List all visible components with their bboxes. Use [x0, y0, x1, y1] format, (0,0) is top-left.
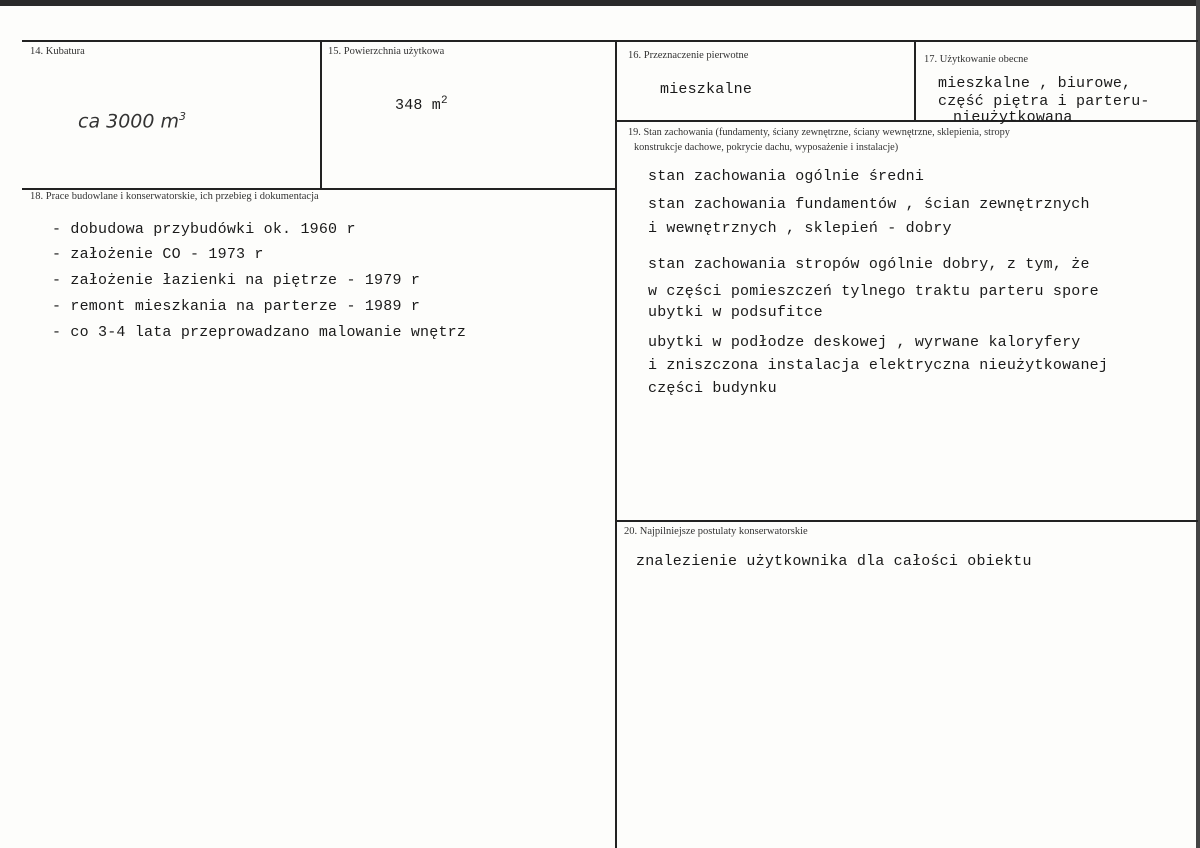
prace-line-1: - dobudowa przybudówki ok. 1960 r: [52, 221, 356, 238]
stan-line-6: ubytki w podsufitce: [648, 304, 823, 321]
stan-line-3: i wewnętrznych , sklepień - dobry: [648, 220, 952, 237]
label-prace: 18. Prace budowlane i konserwatorskie, ich przebieg i dokumentacja: [30, 191, 319, 202]
label-przeznaczenie: 16. Przeznaczenie pierwotne: [628, 50, 749, 61]
label-powierzchnia: 15. Powierzchnia użytkowa: [328, 46, 445, 57]
stan-line-4: stan zachowania stropów ogólnie dobry, z tym, że: [648, 256, 1090, 273]
scan-right-edge: [1196, 0, 1200, 848]
prace-line-2: - założenie CO - 1973 r: [52, 246, 264, 263]
uzytkowanie-line-1: mieszkalne , biurowe,: [938, 75, 1132, 92]
stan-line-2: stan zachowania fundamentów , ścian zewnętrznych: [648, 196, 1090, 213]
uzytkowanie-line-3: nieużytkowana: [953, 109, 1073, 126]
kubatura-value: [78, 110, 186, 132]
rule-under-16-17: [617, 120, 1198, 122]
divider-left-right: [615, 42, 617, 848]
kubatura-exponent: 3: [179, 110, 187, 123]
divider-14-15: [320, 42, 322, 188]
przeznaczenie-value: mieszkalne: [660, 81, 753, 98]
label-stan-1: 19. Stan zachowania (fundamenty, ściany zewnętrzne, ściany wewnętrzne, sklepienia, stropy: [628, 127, 1010, 138]
top-rule: [22, 40, 1198, 42]
rule-under-14-15: [22, 188, 615, 190]
scan-top-edge: [0, 0, 1200, 6]
rule-above-20: [617, 520, 1198, 522]
stan-line-1: stan zachowania ogólnie średni: [648, 168, 925, 185]
prace-line-5: - co 3-4 lata przeprowadzano malowanie wnętrz: [52, 324, 467, 341]
prace-line-4: - remont mieszkania na parterze - 1989 r: [52, 298, 421, 315]
stan-line-7: ubytki w podłodze deskowej , wyrwane kaloryfery: [648, 334, 1081, 351]
postulaty-value: znalezienie użytkownika dla całości obiektu: [636, 553, 1032, 570]
stan-line-5: w części pomieszczeń tylnego traktu parteru spore: [648, 283, 1099, 300]
kubatura-text: ca 3000 m: [78, 110, 180, 133]
stan-line-8: i zniszczona instalacja elektryczna nieużytkowanej: [648, 357, 1109, 374]
uzytkowanie-line-2: część piętra i parteru-: [938, 93, 1150, 110]
powierzchnia-exponent: 2: [441, 95, 448, 107]
divider-16-17: [914, 42, 916, 120]
prace-line-3: - założenie łazienki na piętrze - 1979 r: [52, 272, 421, 289]
label-stan-2: konstrukcje dachowe, pokrycie dachu, wyposażenie i instalacje): [634, 142, 899, 153]
stan-line-9: części budynku: [648, 380, 777, 397]
powierzchnia-text: 348 m: [395, 97, 442, 114]
label-postulaty: 20. Najpilniejsze postulaty konserwatorskie: [624, 526, 808, 537]
label-uzytkowanie: 17. Użytkowanie obecne: [924, 54, 1029, 65]
label-kubatura: 14. Kubatura: [30, 46, 85, 57]
powierzchnia-value: [395, 95, 448, 114]
